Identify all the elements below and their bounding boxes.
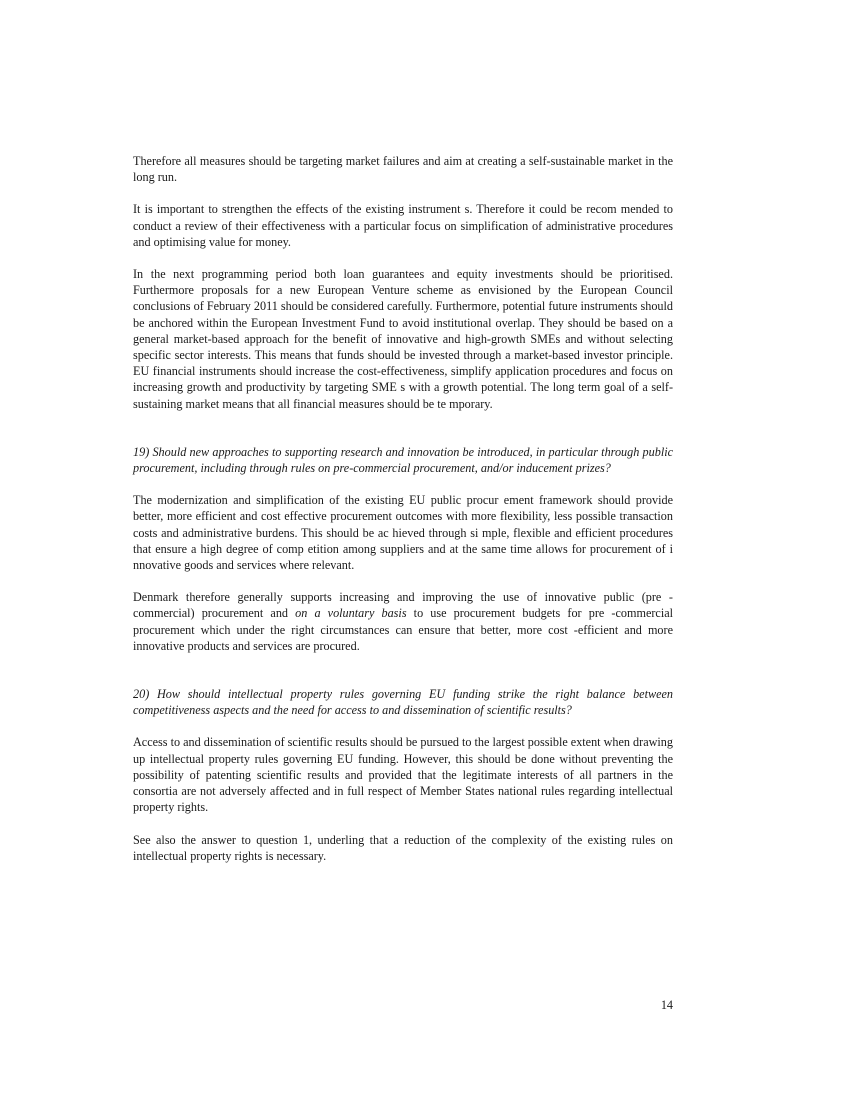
- answer-19-paragraph-2: [133, 589, 673, 654]
- answer-20-paragraph-2: See also the answer to question 1, underling that a reduction of the complexity of the existing rules on intellectual property rights is necessary.: [133, 832, 673, 863]
- question-20: 20) How should intellectual property rules governing EU funding strike the right balance between competitiveness aspects and the need for access to and dissemination of scientific results?: [133, 687, 673, 718]
- answer-20-paragraph-1: Access to and dissemination of scientific results should be pursued to the largest possible extent when drawing up intellectual property rules governing EU funding. However, this should be done without preventing the possibility of patenting scientific results and provided that the legitimate interests of all partners in the consortia are not adversely affected and in full respect of Member States national rules regarding intellectual property rights.: [133, 735, 673, 815]
- page-number: 14: [660, 998, 673, 1012]
- answer-19-paragraph-1: The modernization and simplification of the existing EU public procur ement framework should provide better, more efficient and cost effective procurement outcomes with more flexibility, less possible transaction costs and administrative burdens. This should be ac hieved through si mple, flexible and efficient procedures that ensure a high degree of comp etition among suppliers and at the same time allows for procurement of i nnovative goods and services where relevant.: [133, 493, 673, 573]
- paragraph-market-failures: Therefore all measures should be targeting market failures and aim at creating a self-sustainable market in the long run.: [133, 154, 673, 185]
- paragraph-next-programming-period: In the next programming period both loan guarantees and equity investments should be prioritised. Furthermore proposals for a new European Venture scheme as envisioned by the European Council conclusions of February 2011 should be considered carefully. Furthermore, potential future instruments should be anchored within the European Investment Fund to avoid institutional overlap. They should be based on a general market-based approach for the benefit of innovative and high-growth SMEs and without selecting specific sector interests. This means that funds should be invested through a market-based investor principle. EU financial instruments should increase the cost-effectiveness, simplify application procedures and focus on increasing growth and productivity by targeting SME s with a growth potential. The long term goal of a self-sustaining market means that all financial measures should be te mporary.: [133, 267, 673, 411]
- answer-19-text-before: Denmark therefore generally supports increasing and improving the use of innovative public (pre - commercial) procurement and: [133, 590, 673, 621]
- paragraph-existing-instruments: It is important to strengthen the effects of the existing instrument s. Therefore it could be recom mended to conduct a review of their effectiveness with a particular focus on simplification of administrative procedures and optimising value for money.: [133, 202, 673, 249]
- answer-19-text-after: to use procurement budgets for pre -commercial procurement which under the right circumstances can ensure that better, more cost -efficient and more innovative products and services are procured.: [133, 606, 673, 653]
- question-19: 19) Should new approaches to supporting research and innovation be introduced, in particular through public procurement, including through rules on pre-commercial procurement, and/or inducement prizes?: [133, 444, 673, 476]
- document-page: [133, 153, 673, 880]
- answer-19-emphasis: on a voluntary basis: [295, 606, 407, 621]
